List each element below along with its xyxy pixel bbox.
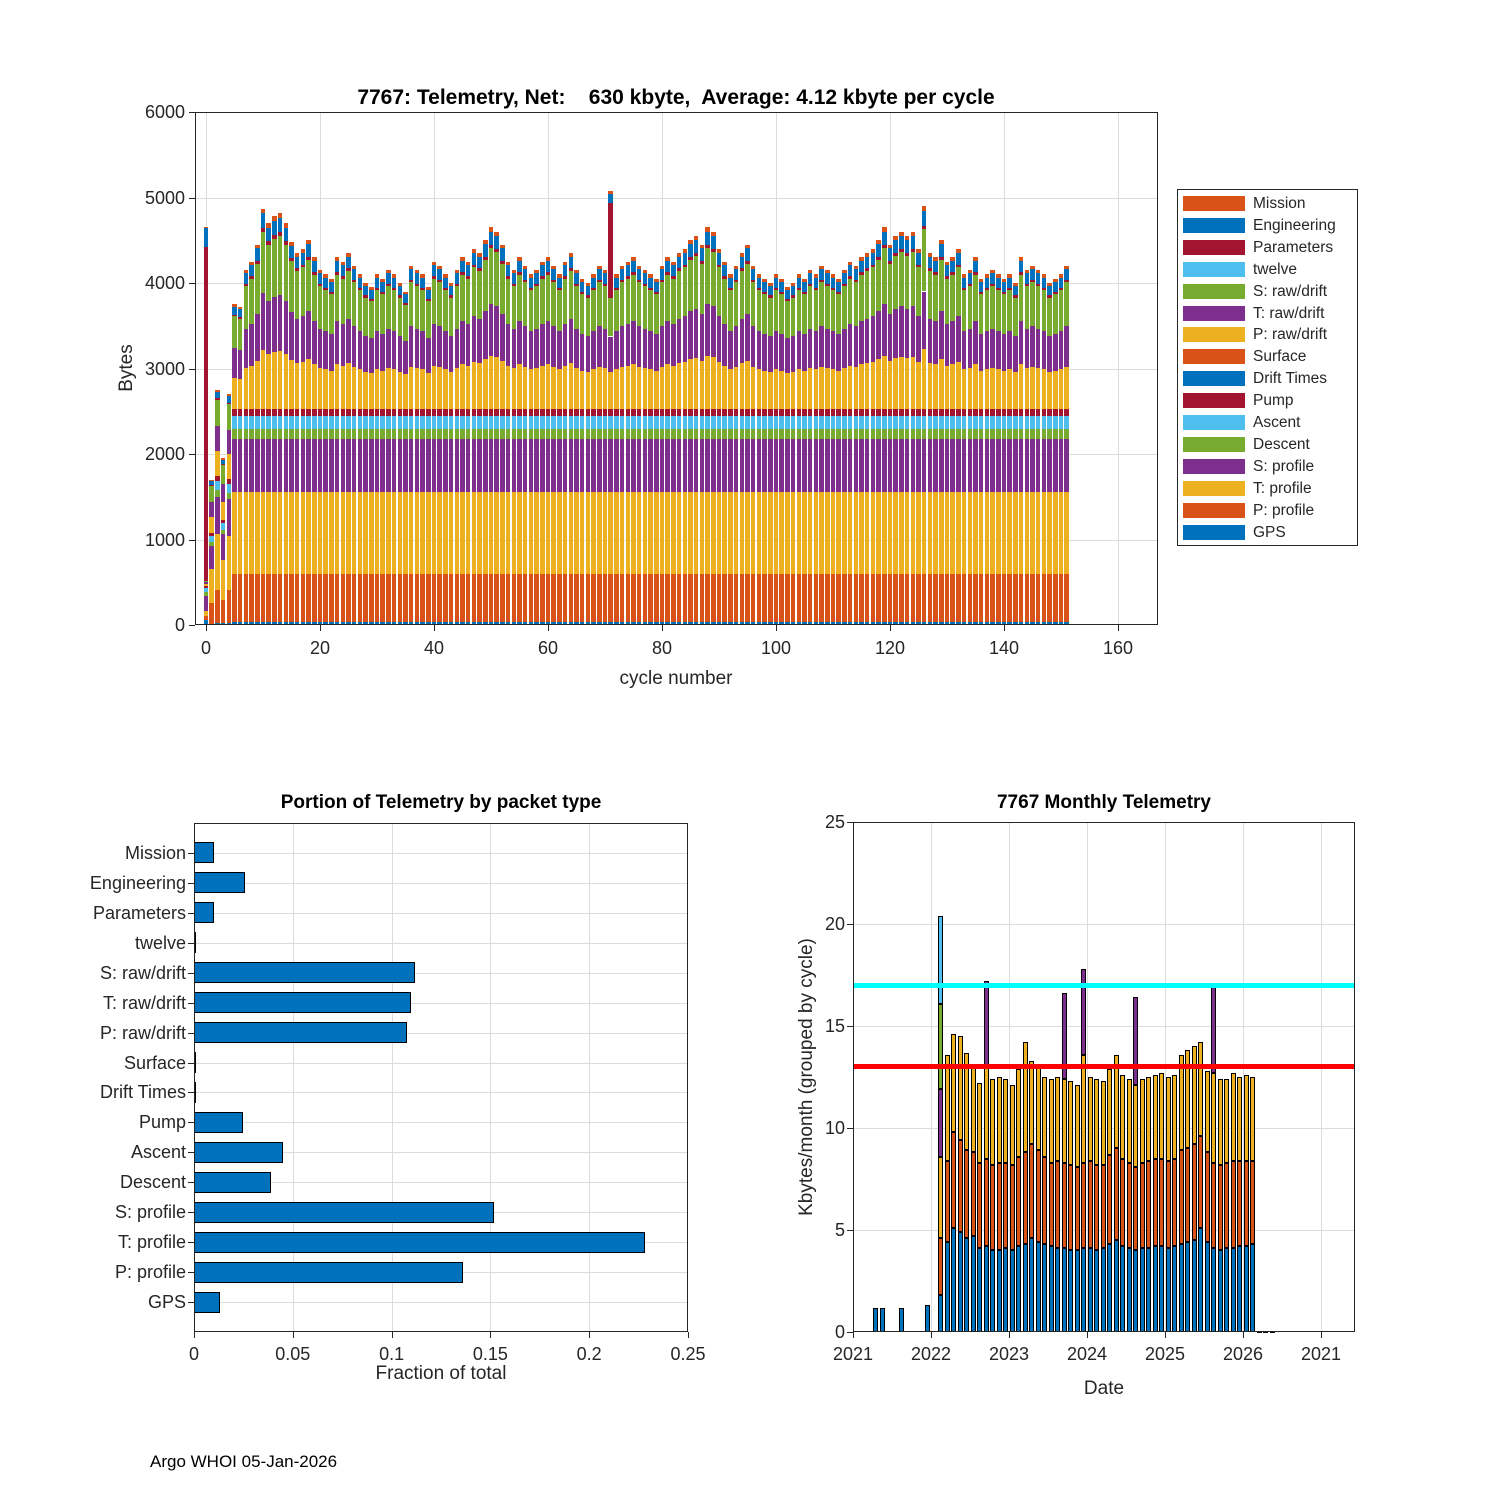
legend-swatch [1183, 503, 1245, 518]
legend-label: P: profile [1253, 501, 1315, 519]
x-axis-tick [293, 1332, 294, 1338]
category-label: twelve [134, 932, 186, 953]
y-axis-tick [189, 625, 195, 626]
legend-swatch [1183, 393, 1245, 408]
monthly-chart-x-axis-label: Date [1083, 1378, 1125, 1399]
x-axis-tick [1243, 1332, 1244, 1338]
monthly-chart-y-axis-label: Kbytes/month (grouped by cycle) [796, 938, 817, 1216]
legend-label: Mission [1253, 195, 1306, 212]
category-label: T: raw/drift [102, 992, 186, 1013]
x-axis-tick [206, 625, 207, 631]
legend-swatch [1183, 327, 1245, 342]
y-tick-label: 4000 [144, 273, 185, 293]
y-tick-label: 10 [824, 1118, 845, 1138]
x-axis-tick [1087, 1332, 1088, 1338]
y-tick-label: 5000 [144, 187, 185, 208]
x-tick-label: 2022 [910, 1344, 952, 1364]
x-tick-label: 120 [874, 638, 906, 658]
x-tick-label: 20 [309, 638, 331, 658]
x-axis-tick [434, 625, 435, 631]
category-label: T: profile [117, 1232, 186, 1253]
y-tick-label: 0 [834, 1322, 845, 1342]
x-tick-label: 0.05 [275, 1344, 311, 1364]
x-axis-tick [320, 625, 321, 631]
category-label: P: profile [114, 1262, 186, 1283]
legend-label: S: raw/drift [1253, 282, 1328, 300]
x-axis-tick [194, 1332, 195, 1338]
legend-swatch [1183, 349, 1245, 364]
legend-swatch [1183, 284, 1245, 299]
x-tick-label: 2026 [1222, 1344, 1264, 1364]
x-axis-tick [662, 625, 663, 631]
y-tick-label: 1000 [144, 529, 185, 550]
footer-text: Argo WHOI 05-Jan-2026 [150, 1452, 338, 1471]
x-axis-tick [1004, 625, 1005, 631]
cycle-chart-x-axis-label: cycle number [619, 668, 733, 689]
x-axis-tick [1321, 1332, 1322, 1338]
x-tick-label: 0.1 [379, 1344, 405, 1364]
x-axis-tick [1165, 1332, 1166, 1338]
legend-label: Parameters [1253, 238, 1334, 256]
x-tick-label: 0 [200, 638, 211, 658]
portion-chart-title: Portion of Telemetry by packet type [280, 792, 602, 813]
x-tick-label: 60 [537, 638, 559, 658]
portion-chart-x-axis-label: Fraction of total [375, 1363, 507, 1384]
y-tick-label: 20 [824, 914, 845, 934]
category-label: S: profile [114, 1202, 186, 1223]
x-tick-label: 40 [423, 638, 445, 658]
x-tick-label: 0.15 [472, 1344, 508, 1364]
y-tick-label: 15 [824, 1016, 845, 1036]
category-label: GPS [147, 1292, 186, 1313]
x-tick-label: 160 [1102, 638, 1134, 658]
x-axis-tick [776, 625, 777, 631]
monthly-chart-title: 7767 Monthly Telemetry [996, 792, 1212, 813]
legend-swatch [1183, 525, 1245, 540]
y-tick-label: 25 [824, 812, 845, 832]
category-label: Ascent [130, 1142, 186, 1163]
category-label: Engineering [89, 872, 186, 893]
legend-label: GPS [1253, 523, 1286, 541]
x-tick-label: 0 [188, 1344, 199, 1364]
x-tick-label: 2025 [1144, 1344, 1186, 1364]
legend-swatch [1183, 371, 1245, 386]
x-axis-tick [1009, 1332, 1010, 1338]
x-tick-label: 0.2 [576, 1344, 602, 1364]
category-label: P: raw/drift [99, 1022, 186, 1043]
category-label: Surface [123, 1052, 186, 1073]
legend-swatch [1183, 459, 1245, 474]
portion-plot-box [194, 823, 688, 1332]
x-axis-tick [548, 625, 549, 631]
x-axis-tick [931, 1332, 932, 1338]
legend-swatch [1183, 240, 1245, 255]
cycle-chart-title: 7767: Telemetry, Net: 630 kbyte, Average: 4.12 kbyte per cycle [357, 86, 995, 109]
x-axis-tick [688, 1332, 689, 1338]
category-label: Parameters [92, 902, 186, 923]
legend-label: Pump [1253, 392, 1294, 410]
legend-label: Descent [1253, 435, 1310, 453]
y-tick-label: 2000 [144, 444, 185, 464]
x-tick-label: 2021 [1300, 1344, 1342, 1364]
legend-swatch [1183, 306, 1245, 321]
x-axis-tick [853, 1332, 854, 1338]
x-axis-tick [890, 625, 891, 631]
legend-swatch [1183, 437, 1245, 452]
legend-swatch [1183, 218, 1245, 233]
x-tick-label: 80 [651, 638, 673, 658]
category-label: Descent [119, 1172, 186, 1193]
legend-label: P: raw/drift [1253, 326, 1328, 344]
x-axis-tick [392, 1332, 393, 1338]
x-tick-label: 100 [760, 638, 792, 658]
x-axis-tick [1118, 625, 1119, 631]
legend-label: T: profile [1253, 479, 1312, 497]
legend-label: Ascent [1253, 414, 1301, 431]
x-axis-tick [589, 1332, 590, 1338]
legend-swatch [1183, 481, 1245, 496]
x-tick-label: 2024 [1066, 1344, 1108, 1364]
legend-label: Surface [1253, 348, 1307, 366]
category-label: S: raw/drift [99, 962, 186, 983]
legend-label: Engineering [1253, 216, 1336, 234]
x-axis-tick [490, 1332, 491, 1338]
y-tick-label: 0 [174, 615, 185, 635]
x-tick-label: 140 [988, 638, 1020, 658]
monthly-plot-box [853, 822, 1355, 1332]
x-tick-label: 2021 [832, 1344, 874, 1364]
category-label: Mission [124, 842, 186, 863]
category-label: Drift Times [99, 1082, 186, 1103]
legend-label: T: raw/drift [1253, 304, 1325, 322]
legend-swatch [1183, 262, 1245, 277]
y-tick-label: 5 [834, 1220, 845, 1240]
cycle-chart-y-axis-label: Bytes [116, 344, 137, 392]
y-tick-label: 3000 [144, 358, 185, 379]
legend-label: S: profile [1253, 457, 1315, 475]
category-label: Pump [138, 1112, 186, 1133]
legend-swatch [1183, 196, 1245, 211]
cycle-plot-box [195, 112, 1158, 625]
y-tick-label: 6000 [144, 102, 185, 122]
legend-swatch [1183, 415, 1245, 430]
x-tick-label: 0.25 [670, 1344, 706, 1364]
legend-label: twelve [1253, 260, 1297, 278]
legend-label: Drift Times [1253, 370, 1328, 388]
x-tick-label: 2023 [988, 1344, 1030, 1364]
